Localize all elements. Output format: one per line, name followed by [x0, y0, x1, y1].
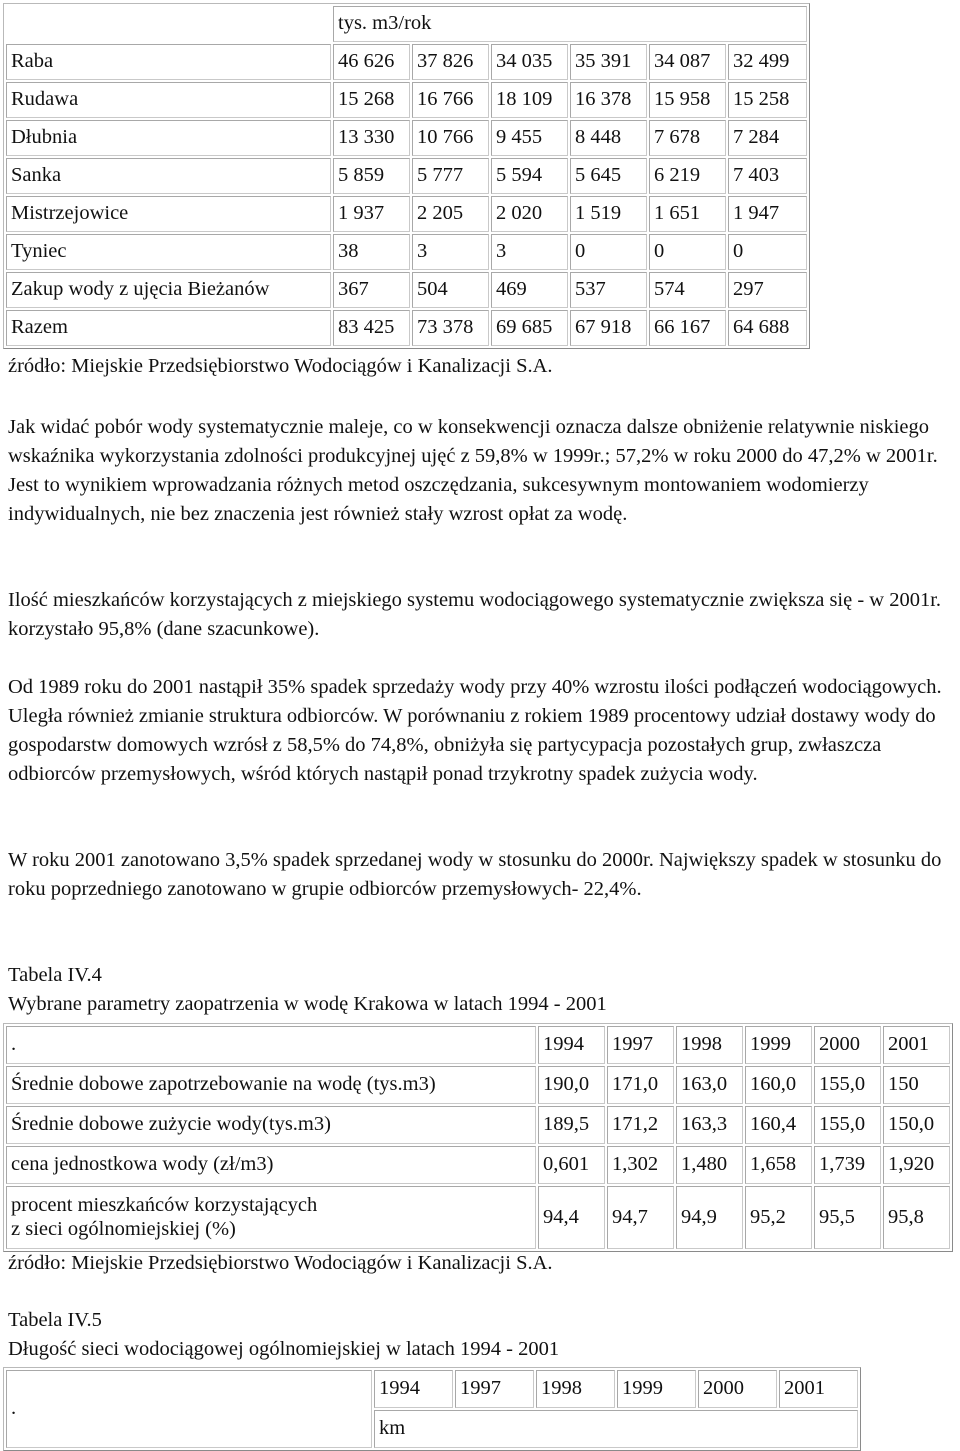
row-label: cena jednostkowa wody (zł/m3) [6, 1146, 536, 1184]
table-cell: 1,739 [814, 1146, 881, 1184]
table-cell: 160,0 [745, 1066, 812, 1104]
year-header: 2000 [814, 1026, 881, 1064]
row-label: Dłubnia [6, 120, 331, 156]
table-cell: 35 391 [570, 44, 647, 80]
table-cell: 1,658 [745, 1146, 812, 1184]
table-cell: 150,0 [883, 1106, 950, 1144]
table-cell: 160,4 [745, 1106, 812, 1144]
table-cell: 34 035 [491, 44, 568, 80]
table-cell: 537 [570, 272, 647, 308]
table-cell: 155,0 [814, 1066, 881, 1104]
network-length-table [3, 1367, 861, 1451]
table-cell: 95,2 [745, 1186, 812, 1249]
year-header: 1994 [538, 1026, 605, 1064]
year-header: 1999 [745, 1026, 812, 1064]
table-caption-number: Tabela IV.4 [8, 964, 102, 986]
table-cell: 9 455 [491, 120, 568, 156]
table-corner-cell [6, 6, 331, 42]
table-header-row [6, 1026, 950, 1064]
table-cell: 1,302 [607, 1146, 674, 1184]
row-label: Tyniec [6, 234, 331, 270]
row-label: Mistrzejowice [6, 196, 331, 232]
table-row [6, 1106, 950, 1144]
source-note: źródło: Miejskie Przedsiębiorstwo Wodociągów i Kanalizacji S.A. [8, 355, 553, 377]
table-cell: 46 626 [333, 44, 410, 80]
table-row [6, 1186, 950, 1249]
paragraph: Jak widać pobór wody systematycznie maleje, co w konsekwencji oznacza dalsze obniżenie relatywnie niskiego wskaźnika wykorzystania zdolności produkcyjnej ujęć z 59,8% w 1999r.; 57,2% w roku 2000 do 47,2% w 2001r. Jest to wynikiem wprowadzania różnych metod oszczędzania, sukcesywnym montowaniem wodomierzy indywidualnych, nie bez znaczenia jest również stały wzrost opłat za wodę. [8, 416, 938, 525]
table-cell: 297 [728, 272, 807, 308]
table-cell: 190,0 [538, 1066, 605, 1104]
table-cell: 171,2 [607, 1106, 674, 1144]
row-label: Rudawa [6, 82, 331, 118]
table-cell: 16 378 [570, 82, 647, 118]
table-corner-cell: . [6, 1370, 372, 1448]
table-cell: 1,920 [883, 1146, 950, 1184]
table-cell: 7 284 [728, 120, 807, 156]
table-row [6, 1146, 950, 1184]
paragraph: Od 1989 roku do 2001 nastąpił 35% spadek sprzedaży wody przy 40% wzrostu ilości podłączeń wodociągowych. Uległa również zmianie struktura odbiorców. W porównaniu z rokiem 1989 procentowy udział dostawy wody do gospodarstw domowych wzrósł z 58,5% do 74,8%, obniżyła się partycypacja pozostałych grup, zwłaszcza odbiorców przemysłowych, wśród których nastąpił ponad trzykrotny spadek zużycia wody. [8, 676, 942, 785]
table-cell: 0 [649, 234, 726, 270]
table-cell: 1 519 [570, 196, 647, 232]
row-label: Zakup wody z ujęcia Bieżanów [6, 272, 331, 308]
row-label-line: procent mieszkańców korzystających [11, 1194, 318, 1216]
table-cell: 37 826 [412, 44, 489, 80]
source-note: źródło: Miejskie Przedsiębiorstwo Wodociągów i Kanalizacji S.A. [8, 1252, 553, 1274]
table-cell: 469 [491, 272, 568, 308]
table-row [6, 158, 807, 194]
water-intake-table [3, 3, 810, 349]
table-cell: 171,0 [607, 1066, 674, 1104]
row-label: Razem [6, 310, 331, 346]
table-cell: 2 205 [412, 196, 489, 232]
paragraph: W roku 2001 zanotowano 3,5% spadek sprzedanej wody w stosunku do 2000r. Największy spadek w stosunku do roku poprzedniego zanotowano w grupie odbiorców przemysłowych- 22,4%. [8, 849, 942, 900]
table-cell: 7 403 [728, 158, 807, 194]
table-cell: 155,0 [814, 1106, 881, 1144]
year-header: 1998 [676, 1026, 743, 1064]
table-row [6, 196, 807, 232]
year-header: 2001 [883, 1026, 950, 1064]
table-cell: 13 330 [333, 120, 410, 156]
table-cell: 0,601 [538, 1146, 605, 1184]
row-label: Średnie dobowe zużycie wody(tys.m3) [6, 1106, 536, 1144]
table-cell: 64 688 [728, 310, 807, 346]
table-cell: 73 378 [412, 310, 489, 346]
table-cell: 574 [649, 272, 726, 308]
table-row [6, 120, 807, 156]
year-header: 2001 [779, 1370, 858, 1408]
table-cell: 15 268 [333, 82, 410, 118]
table-cell: 94,7 [607, 1186, 674, 1249]
table-cell: 66 167 [649, 310, 726, 346]
table-row [6, 234, 807, 270]
table-row-total [6, 310, 807, 346]
year-header: 1998 [536, 1370, 615, 1408]
table-caption-title: Wybrane parametry zaopatrzenia w wodę Krakowa w latach 1994 - 2001 [8, 993, 607, 1015]
table-cell: 1 937 [333, 196, 410, 232]
table-cell: 94,4 [538, 1186, 605, 1249]
table-cell: 367 [333, 272, 410, 308]
table-cell: 32 499 [728, 44, 807, 80]
table-cell: 7 678 [649, 120, 726, 156]
table-cell: 5 777 [412, 158, 489, 194]
year-header: 1997 [455, 1370, 534, 1408]
year-header: 1994 [374, 1370, 453, 1408]
table-cell: 94,9 [676, 1186, 743, 1249]
table-cell: 15 258 [728, 82, 807, 118]
table-cell: 150 [883, 1066, 950, 1104]
table-cell: 95,8 [883, 1186, 950, 1249]
table-row [6, 82, 807, 118]
paragraph: Ilość mieszkańców korzystających z miejskiego systemu wodociągowego systematycznie zwiększa się - w 2001r. korzystało 95,8% (dane szacunkowe). [8, 589, 942, 640]
unit-header: tys. m3/rok [333, 6, 807, 42]
table-cell: 15 958 [649, 82, 726, 118]
table-cell: 2 020 [491, 196, 568, 232]
table-cell: 95,5 [814, 1186, 881, 1249]
table-row [6, 272, 807, 308]
table-cell: 18 109 [491, 82, 568, 118]
year-header: 1997 [607, 1026, 674, 1064]
year-header: 2000 [698, 1370, 777, 1408]
unit-cell: km [374, 1410, 858, 1448]
table-cell: 5 859 [333, 158, 410, 194]
table-cell: 69 685 [491, 310, 568, 346]
row-label: Raba [6, 44, 331, 80]
table-cell: 5 594 [491, 158, 568, 194]
table-corner-cell: . [6, 1026, 536, 1064]
table-cell: 1 651 [649, 196, 726, 232]
table-cell: 1 947 [728, 196, 807, 232]
table-cell: 67 918 [570, 310, 647, 346]
table-cell: 6 219 [649, 158, 726, 194]
table-header-row [6, 1370, 858, 1408]
table-cell: 16 766 [412, 82, 489, 118]
table-cell: 504 [412, 272, 489, 308]
table-cell: 189,5 [538, 1106, 605, 1144]
table-cell: 10 766 [412, 120, 489, 156]
water-supply-parameters-table [3, 1023, 953, 1252]
table-cell: 3 [412, 234, 489, 270]
table-cell: 0 [728, 234, 807, 270]
table-row [6, 44, 807, 80]
table-row [6, 1066, 950, 1104]
row-label: Średnie dobowe zapotrzebowanie na wodę (tys.m3) [6, 1066, 536, 1104]
table-cell: 163,3 [676, 1106, 743, 1144]
table-cell: 38 [333, 234, 410, 270]
row-label-line: z sieci ogólnomiejskiej (%) [11, 1218, 236, 1240]
table-caption-title: Długość sieci wodociągowej ogólnomiejskiej w latach 1994 - 2001 [8, 1338, 560, 1360]
table-cell: 8 448 [570, 120, 647, 156]
table-cell: 5 645 [570, 158, 647, 194]
row-label [6, 1186, 536, 1249]
table-cell: 83 425 [333, 310, 410, 346]
table-cell: 1,480 [676, 1146, 743, 1184]
table-cell: 34 087 [649, 44, 726, 80]
table-cell: 3 [491, 234, 568, 270]
row-label: Sanka [6, 158, 331, 194]
table-caption-number: Tabela IV.5 [8, 1309, 102, 1331]
table-header-row [6, 6, 807, 42]
table-cell: 0 [570, 234, 647, 270]
table-cell: 163,0 [676, 1066, 743, 1104]
year-header: 1999 [617, 1370, 696, 1408]
